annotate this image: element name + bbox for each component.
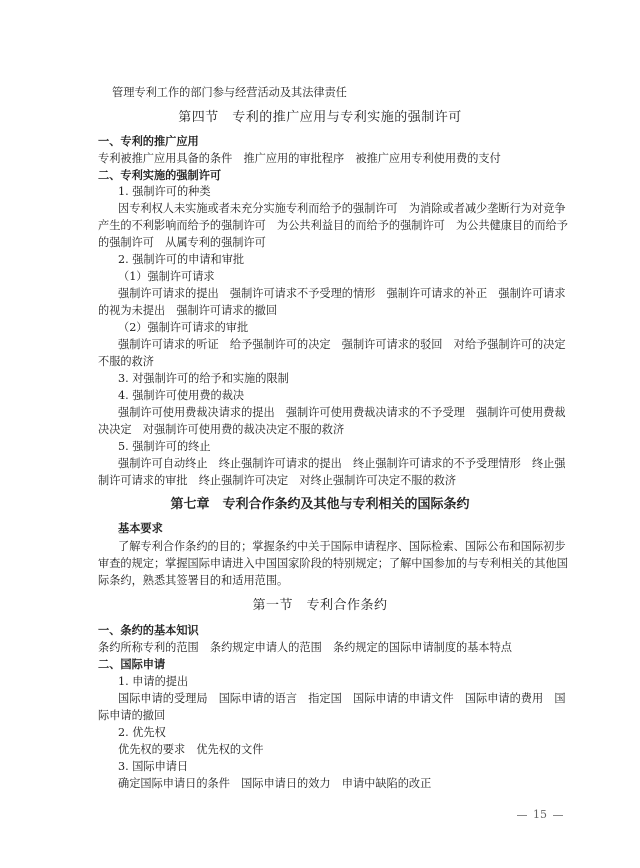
text-line: 的强制许可 从属专利的强制许可: [98, 236, 266, 249]
section-title: 第四节 专利的推广应用与专利实施的强制许可: [178, 110, 462, 125]
text-line: 际条约，熟悉其签署目的和适用范围。: [98, 574, 289, 587]
dash-decoration: [553, 815, 563, 816]
subheading: 一、条约的基本知识: [98, 624, 199, 637]
subheading: 二、国际申请: [98, 658, 166, 671]
numbered-item: 3. 对强制许可的给予和实施的限制: [118, 372, 289, 385]
text-line: 强制许可自动终止 终止强制许可请求的提出 终止强制许可请求的不予受理情形 终止强: [118, 457, 566, 470]
subheading: 一、专利的推广应用: [98, 135, 199, 148]
numbered-item: 1. 强制许可的种类: [118, 185, 211, 198]
numbered-item: （2）强制许可请求的审批: [118, 321, 249, 334]
dash-decoration: [517, 815, 527, 816]
page-number-text: 15: [533, 808, 547, 821]
text-line: 了解专利合作条约的目的；掌握条约中关于国际申请程序、国际检索、国际公布和国际初步: [118, 540, 566, 553]
numbered-item: 3. 国际申请日: [118, 760, 189, 773]
text-line: 专利被推广应用具备的条件 推广应用的审批程序 被推广应用专利使用费的支付: [98, 152, 501, 165]
text-line: 强制许可使用费裁决请求的提出 强制许可使用费裁决请求的不予受理 强制许可使用费裁: [118, 406, 566, 419]
numbered-item: 1. 申请的提出: [118, 675, 189, 688]
numbered-item: 5. 强制许可的终止: [118, 440, 211, 453]
section-title: 第一节 专利合作条约: [252, 598, 388, 613]
chapter-title: 第七章 专利合作条约及其他与专利相关的国际条约: [170, 497, 470, 512]
page-number: [505, 808, 575, 821]
text-line: 不服的救济: [98, 355, 154, 368]
text-line: 决决定 对强制许可使用费的裁决决定不服的救济: [98, 423, 345, 436]
subheading: 二、专利实施的强制许可: [98, 169, 222, 182]
text-line: 的视为未提出 强制许可请求的撤回: [98, 304, 278, 317]
text-line: 审查的规定；掌握国际申请进入中国国家阶段的特别规定；了解中国参加的与专利相关的其他国: [98, 557, 568, 570]
text-line: 因专利权人未实施或者未充分实施专利而给予的强制许可 为消除或者减少垄断行为对竞争: [118, 202, 566, 215]
numbered-item: 2. 优先权: [118, 726, 166, 739]
text-line: 管理专利工作的部门参与经营活动及其法律责任: [112, 86, 347, 99]
text-line: 强制许可请求的提出 强制许可请求不予受理的情形 强制许可请求的补正 强制许可请求: [118, 287, 566, 300]
text-line: 制许可请求的审批 终止强制许可决定 对终止强制许可决定不服的救济: [98, 474, 457, 487]
subheading: 基本要求: [118, 522, 163, 535]
text-line: 优先权的要求 优先权的文件: [118, 743, 264, 756]
text-line: 条约所称专利的范围 条约规定申请人的范围 条约规定的国际申请制度的基本特点: [98, 641, 512, 654]
text-line: 际申请的撤回: [98, 709, 166, 722]
numbered-item: （1）强制许可请求: [118, 270, 215, 283]
text-line: 产生的不利影响而给予的强制许可 为公共利益目的而给予的强制许可 为公共健康目的而给予: [98, 219, 568, 232]
numbered-item: 4. 强制许可使用费的裁决: [118, 389, 245, 402]
text-line: 国际申请的受理局 国际申请的语言 指定国 国际申请的申请文件 国际申请的费用 国: [118, 692, 566, 705]
text-line: 确定国际申请日的条件 国际申请日的效力 申请中缺陷的改正: [118, 777, 432, 790]
text-line: 强制许可请求的听证 给予强制许可的决定 强制许可请求的驳回 对给予强制许可的决定: [118, 338, 566, 351]
numbered-item: 2. 强制许可的申请和审批: [118, 253, 245, 266]
